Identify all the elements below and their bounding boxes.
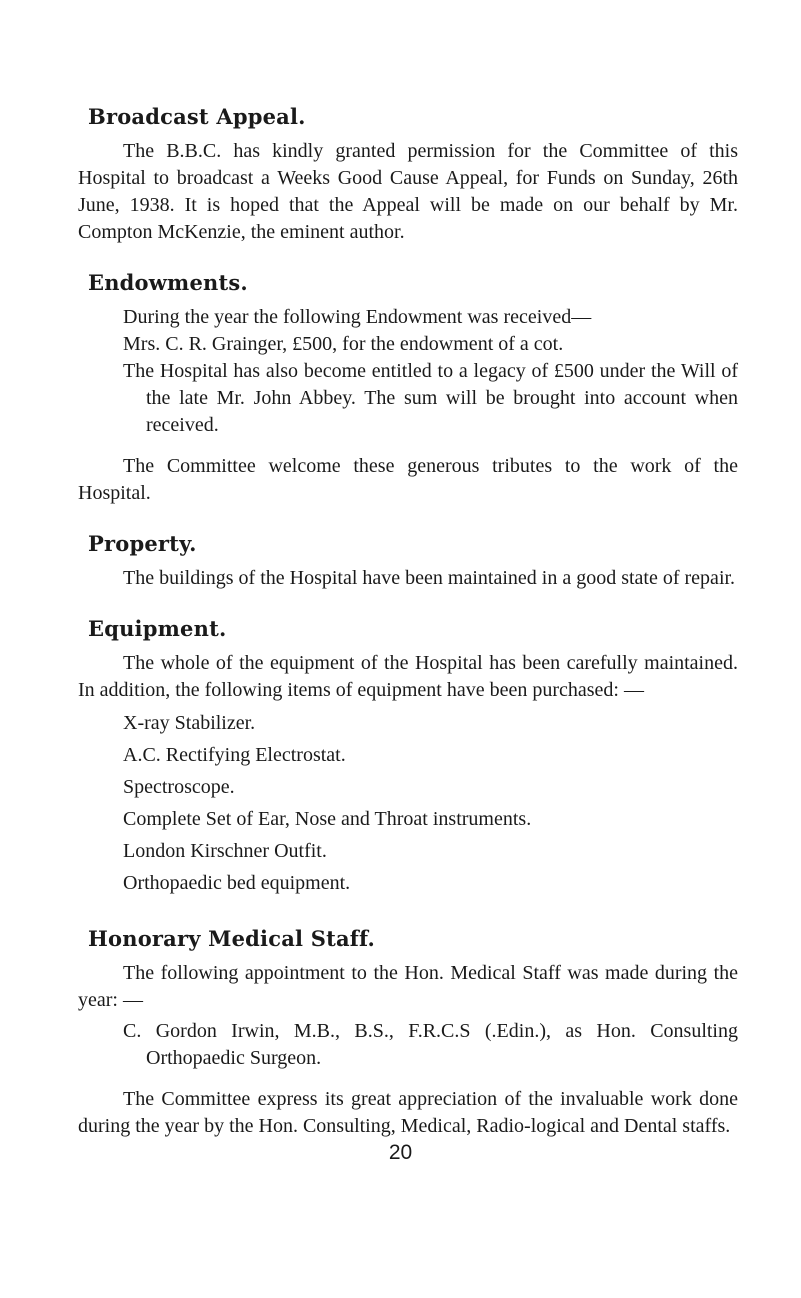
list-item: Spectroscope. bbox=[123, 776, 235, 798]
staff-appointment-intro: The following appointment to the Hon. Medical Staff was made during the year: — bbox=[78, 962, 738, 1011]
list-item: Orthopaedic bed equipment. bbox=[123, 872, 351, 894]
list-item: Complete Set of Ear, Nose and Throat instruments. bbox=[123, 808, 532, 830]
property-paragraph: The buildings of the Hospital have been maintained in a good state of repair. bbox=[123, 567, 736, 589]
staff-appointment-detail: C. Gordon Irwin, M.B., B.S., F.R.C.S (.Edin.), as Hon. Consulting Orthopaedic Surgeon. bbox=[123, 1020, 738, 1069]
endowment-legacy: The Hospital has also become entitled to a legacy of £500 under the Will of the late Mr. John Abbey. The sum will be brought into account when received. bbox=[123, 360, 738, 436]
broadcast-appeal-paragraph: The B.B.C. has kindly granted permission for the Committee of this Hospital to broadcast a Weeks Good Cause Appeal, for Funds on Sunday, 26th June, 1938. It is hoped that the Appeal will be made on our behalf by Mr. Compton McKenzie, the eminent author. bbox=[78, 140, 738, 243]
list-item: X-ray Stabilizer. bbox=[123, 712, 256, 734]
document-page bbox=[78, 102, 738, 1140]
equipment-list bbox=[78, 710, 738, 897]
endowments-heading: Endowments. bbox=[88, 270, 248, 295]
staff-appreciation: The Committee express its great appreciation of the invaluable work done during the year by the Hon. Consulting, Medical, Radio-logical and Dental staffs. bbox=[78, 1088, 738, 1137]
list-item: London Kirschner Outfit. bbox=[123, 840, 327, 862]
endowments-intro: During the year the following Endowment was received— bbox=[123, 306, 592, 328]
endowment-grainger: Mrs. C. R. Grainger, £500, for the endowment of a cot. bbox=[123, 333, 564, 355]
equipment-paragraph: The whole of the equipment of the Hospital has been carefully maintained. In addition, the following items of equipment have been purchased: — bbox=[78, 652, 738, 701]
property-heading: Property. bbox=[88, 531, 197, 556]
honorary-medical-staff-heading: Honorary Medical Staff. bbox=[88, 926, 376, 951]
endowments-tribute: The Committee welcome these generous tributes to the work of the Hospital. bbox=[78, 455, 738, 504]
equipment-heading: Equipment. bbox=[88, 616, 227, 641]
broadcast-appeal-heading: Broadcast Appeal. bbox=[88, 104, 306, 129]
list-item: A.C. Rectifying Electrostat. bbox=[123, 744, 346, 766]
page-number: 20 bbox=[388, 1141, 413, 1164]
